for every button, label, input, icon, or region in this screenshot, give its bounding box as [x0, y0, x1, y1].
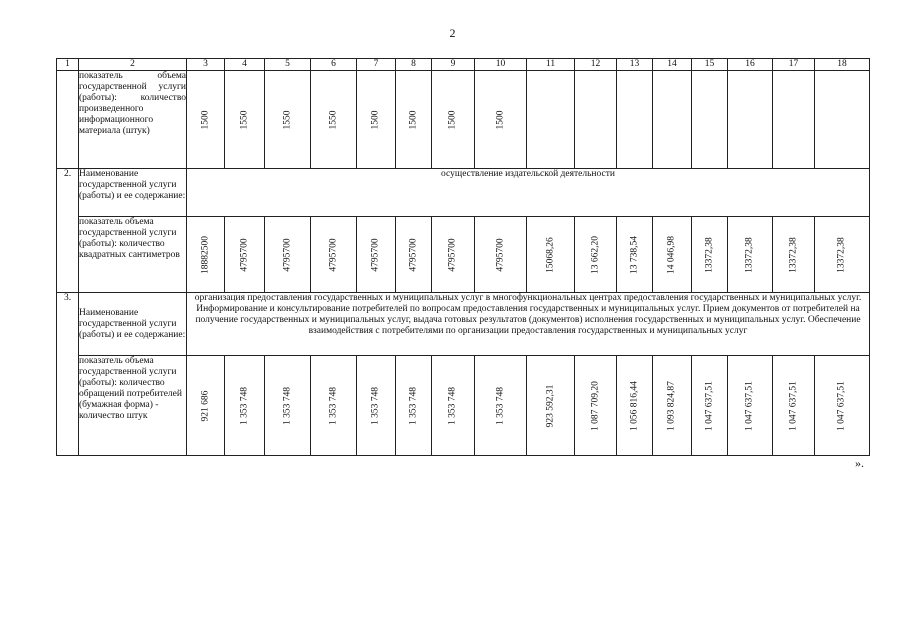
value-text: 1 353 748	[447, 386, 458, 425]
column-header: 17	[773, 59, 815, 71]
column-header: 1	[57, 59, 79, 71]
value-cell	[265, 217, 311, 293]
value-cell	[311, 71, 357, 169]
column-header: 3	[187, 59, 225, 71]
value-text: 4795700	[239, 237, 249, 272]
value-cell	[575, 71, 617, 169]
value-text: 4795700	[495, 237, 505, 272]
column-header: 9	[432, 59, 475, 71]
value-text: 4795700	[328, 237, 338, 272]
column-header: 14	[653, 59, 692, 71]
value-text: 1 353 748	[370, 386, 381, 425]
value-text: 1 056 816,44	[629, 380, 639, 431]
value-cell	[527, 217, 575, 293]
value-cell	[815, 217, 870, 293]
value-text: 13372,38	[788, 236, 798, 273]
value-cell	[575, 356, 617, 456]
table-row	[57, 169, 870, 217]
column-header: 6	[311, 59, 357, 71]
value-cell	[357, 356, 396, 456]
value-cell	[396, 217, 432, 293]
value-text: 1500	[370, 110, 381, 129]
value-text: 14 046,98	[666, 235, 677, 274]
column-header: 18	[815, 59, 870, 71]
value-text: 13 738,54	[629, 235, 639, 274]
value-cell	[187, 217, 225, 293]
value-cell	[728, 217, 773, 293]
value-cell	[475, 217, 527, 293]
column-header: 13	[617, 59, 653, 71]
value-text: 1500	[200, 110, 210, 129]
value-cell	[773, 71, 815, 169]
services-table	[56, 58, 870, 456]
column-header: 2	[79, 59, 187, 71]
value-cell	[815, 71, 870, 169]
value-text: 4795700	[282, 237, 292, 272]
column-header: 8	[396, 59, 432, 71]
value-text: 923 592,31	[545, 384, 555, 427]
row-number-cell	[57, 71, 79, 169]
value-text: 1500	[408, 110, 418, 129]
value-text: 15068,26	[545, 236, 555, 273]
table-row	[57, 71, 870, 169]
table-row	[57, 217, 870, 293]
value-text: 4795700	[447, 237, 458, 272]
value-cell	[357, 71, 396, 169]
value-cell	[432, 356, 475, 456]
value-text: 18882500	[200, 235, 210, 274]
column-header: 12	[575, 59, 617, 71]
value-cell	[432, 217, 475, 293]
service-name-value: осуществление издательской деятельности	[187, 169, 870, 217]
column-header: 7	[357, 59, 396, 71]
value-cell	[527, 71, 575, 169]
value-text: 4795700	[370, 237, 381, 272]
value-cell	[617, 217, 653, 293]
column-header: 4	[225, 59, 265, 71]
row-number: 2.	[57, 169, 79, 293]
value-cell	[311, 356, 357, 456]
value-text: 1500	[495, 110, 505, 129]
value-text: 1 353 748	[495, 386, 505, 425]
value-cell	[653, 71, 692, 169]
value-cell	[357, 217, 396, 293]
value-text: 13372,38	[744, 236, 755, 273]
value-text: 1 353 748	[282, 386, 292, 425]
value-cell	[396, 71, 432, 169]
value-text: 921 686	[200, 390, 210, 421]
value-text: 1 093 824,87	[666, 380, 677, 431]
service-name-label: Наименование государственной услуги (работы) и ее содержание:	[79, 169, 187, 217]
indicator-label: показатель объема государственной услуги (работы): количество квадратных сантиметров	[79, 217, 187, 293]
service-name-label: Наименование государственной услуги (работы) и ее содержание:	[79, 293, 187, 356]
indicator-label: показатель объема государственной услуги (работы): количество обращений потребителей (бумажная форма) - количество штук	[79, 356, 187, 456]
value-text: 4795700	[408, 237, 418, 272]
value-text: 13 662,20	[590, 235, 600, 274]
value-text: 1 047 637,51	[836, 380, 847, 431]
table-row	[57, 356, 870, 456]
value-cell	[617, 356, 653, 456]
value-text: 1500	[447, 110, 458, 129]
value-cell	[475, 356, 527, 456]
value-cell	[815, 356, 870, 456]
closing-quote-mark: ».	[855, 456, 864, 470]
value-cell	[475, 71, 527, 169]
value-cell	[311, 217, 357, 293]
value-cell	[728, 356, 773, 456]
value-cell	[653, 217, 692, 293]
value-cell	[265, 356, 311, 456]
column-header: 11	[527, 59, 575, 71]
service-name-value: организация предоставления государственных и муниципальных услуг в многофункциональных центрах предоставления государственных и муниципальных услуг. Информирование и консультирование потребителей по вопросам предоставления государственных и муниципальных услуг. Прием документов от потребителей на получение государственных и муниципальных услуг, выдача готовых результатов (документов) исполнения государственных и муниципальных услуг. Обеспечение взаимодействия с потребителями по организации предоставления государственных и муниципальных услуг	[187, 293, 870, 356]
value-text: 13372,38	[704, 236, 714, 273]
value-cell	[265, 71, 311, 169]
column-header: 5	[265, 59, 311, 71]
value-cell	[773, 356, 815, 456]
value-cell	[432, 71, 475, 169]
value-cell	[773, 217, 815, 293]
page-number: 2	[449, 26, 456, 40]
column-header: 10	[475, 59, 527, 71]
value-cell	[187, 71, 225, 169]
value-cell	[692, 217, 728, 293]
value-cell	[225, 356, 265, 456]
value-cell	[396, 356, 432, 456]
indicator-label: показатель объема государственной услуги (работы): количество произведенного информационного материала (штук)	[79, 71, 187, 169]
value-cell	[692, 356, 728, 456]
value-cell	[653, 356, 692, 456]
value-cell	[187, 356, 225, 456]
value-cell	[225, 217, 265, 293]
value-cell	[527, 356, 575, 456]
column-header: 15	[692, 59, 728, 71]
value-text: 1 353 748	[328, 386, 338, 425]
value-text: 1 087 709,20	[590, 380, 600, 431]
value-cell	[225, 71, 265, 169]
value-text: 13372,38	[836, 236, 847, 273]
value-text: 1 353 748	[408, 386, 418, 425]
value-cell	[692, 71, 728, 169]
value-cell	[617, 71, 653, 169]
value-text: 1550	[239, 110, 249, 129]
value-text: 1 047 637,51	[788, 380, 798, 431]
row-number: 3.	[57, 293, 79, 456]
table-row	[57, 293, 870, 356]
column-header: 16	[728, 59, 773, 71]
value-cell	[575, 217, 617, 293]
value-cell	[728, 71, 773, 169]
value-text: 1 047 637,51	[704, 380, 714, 431]
header-row	[57, 59, 870, 71]
value-text: 1 047 637,51	[744, 380, 755, 431]
value-text: 1550	[328, 110, 338, 129]
value-text: 1 353 748	[239, 386, 249, 425]
value-text: 1550	[282, 110, 292, 129]
